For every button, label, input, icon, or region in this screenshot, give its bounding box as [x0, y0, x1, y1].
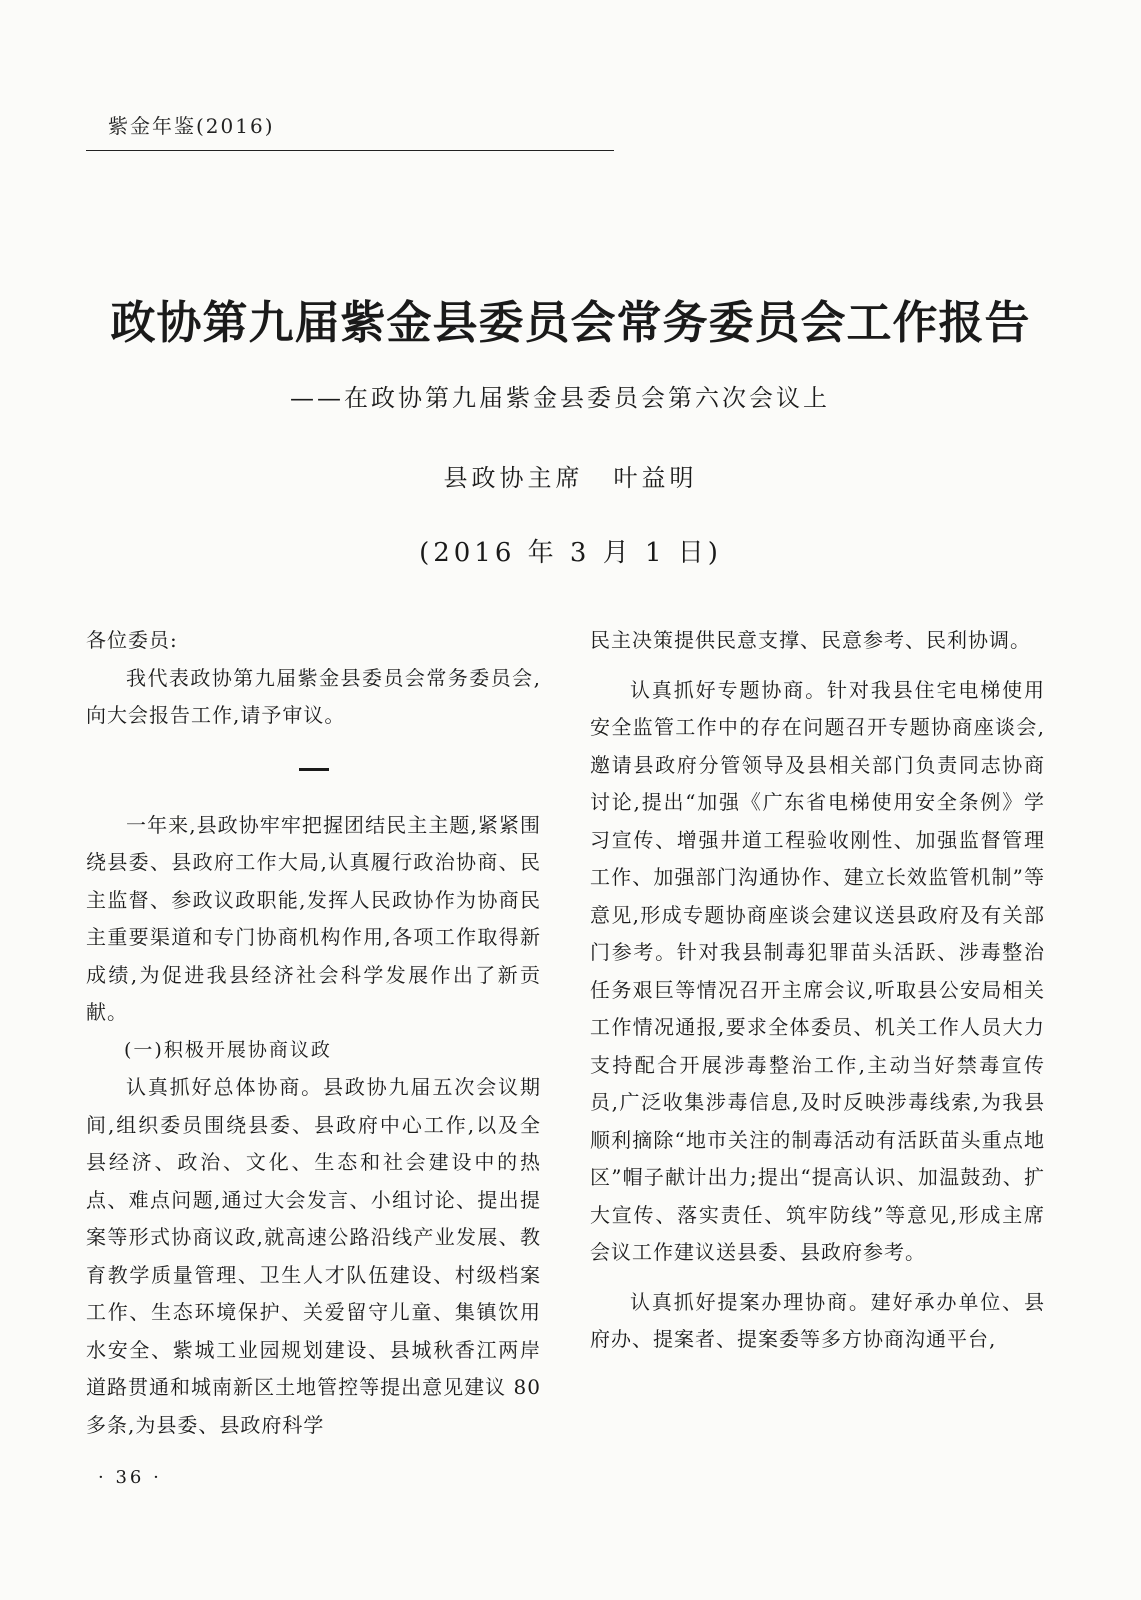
author-line	[0, 458, 1141, 493]
paragraph-continuation: 民主决策提供民意支撑、民意参考、民利协调。	[590, 628, 1031, 652]
report-date: (2016 年 3 月 1 日)	[419, 538, 722, 568]
left-column	[86, 622, 541, 1444]
paragraph-proposal-consultation: 认真抓好提案办理协商。建好承办单位、县府办、提案者、提案委等多方协商沟通平台,	[590, 1289, 1045, 1351]
section-number-one	[299, 768, 329, 771]
article-title: 政协第九届紫金县委员会常务委员会工作报告	[110, 296, 1031, 349]
page-number: · 36 ·	[98, 1467, 162, 1488]
salutation: 各位委员:	[86, 628, 178, 652]
running-header: 紫金年鉴(2016)	[108, 114, 275, 138]
paragraph-overall-consultation: 认真抓好总体协商。县政协九届五次会议期间,组织委员围绕县委、县政府中心工作,以及全县经济、政治、文化、生态和社会建设中的热点、难点问题,通过大会发言、小组讨论、提出提案等形式协商议政,就高速公路沿线产业发展、教育教学质量管理、卫生人才队伍建设、村级档案工作、生态环境保护、关爱留守儿童、集镇饮用水安全、紫城工业园规划建设、县城秋香江两岸道路贯通和城南新区土地管控等提出意见建议 80 多条,为县委、县政府科学	[86, 1075, 541, 1437]
article-subtitle: ——在政协第九届紫金县委员会第六次会议上	[290, 384, 830, 412]
paragraph-overview: 一年来,县政协牢牢把握团结民主主题,紧紧围绕县委、县政府工作大局,认真履行政治协商、民主监督、参政议政职能,发挥人民政协作为协商民主重要渠道和专门协商机构作用,各项工作取得新成绩,为促进我县经济社会科学发展作出了新贡献。	[86, 812, 541, 1024]
right-column	[590, 622, 1045, 1359]
header-rule	[86, 150, 614, 151]
paragraph-topic-consultation: 认真抓好专题协商。针对我县住宅电梯使用安全监管工作中的存在问题召开专题协商座谈会,邀请县政府分管领导及县相关部门负责同志协商讨论,提出“加强《广东省电梯使用安全条例》学习宣传、增强井道工程验收刚性、加强监督管理工作、加强部门沟通协作、建立长效监管机制”等意见,形成专题协商座谈会建议送县政府及有关部门参考。针对我县制毒犯罪苗头活跃、涉毒整治任务艰巨等情况召开主席会议,听取县公安局相关工作情况通报,要求全体委员、机关工作人员大力支持配合开展涉毒整治工作,主动当好禁毒宣传员,广泛收集涉毒信息,及时反映涉毒线索,为我县顺利摘除“地市关注的制毒活动有活跃苗头重点地区”帽子献计出力;提出“提高认识、加温鼓劲、扩大宣传、落实责任、筑牢防线”等意见,形成主席会议工作建议送县委、县政府参考。	[590, 677, 1045, 1264]
intro-paragraph: 我代表政协第九届紫金县委员会常务委员会,向大会报告工作,请予审议。	[86, 665, 541, 727]
subheading-consultation: (一)积极开展协商议政	[124, 1038, 332, 1061]
author-role: 县政协主席	[443, 464, 584, 492]
author-name: 叶益明	[613, 464, 698, 492]
